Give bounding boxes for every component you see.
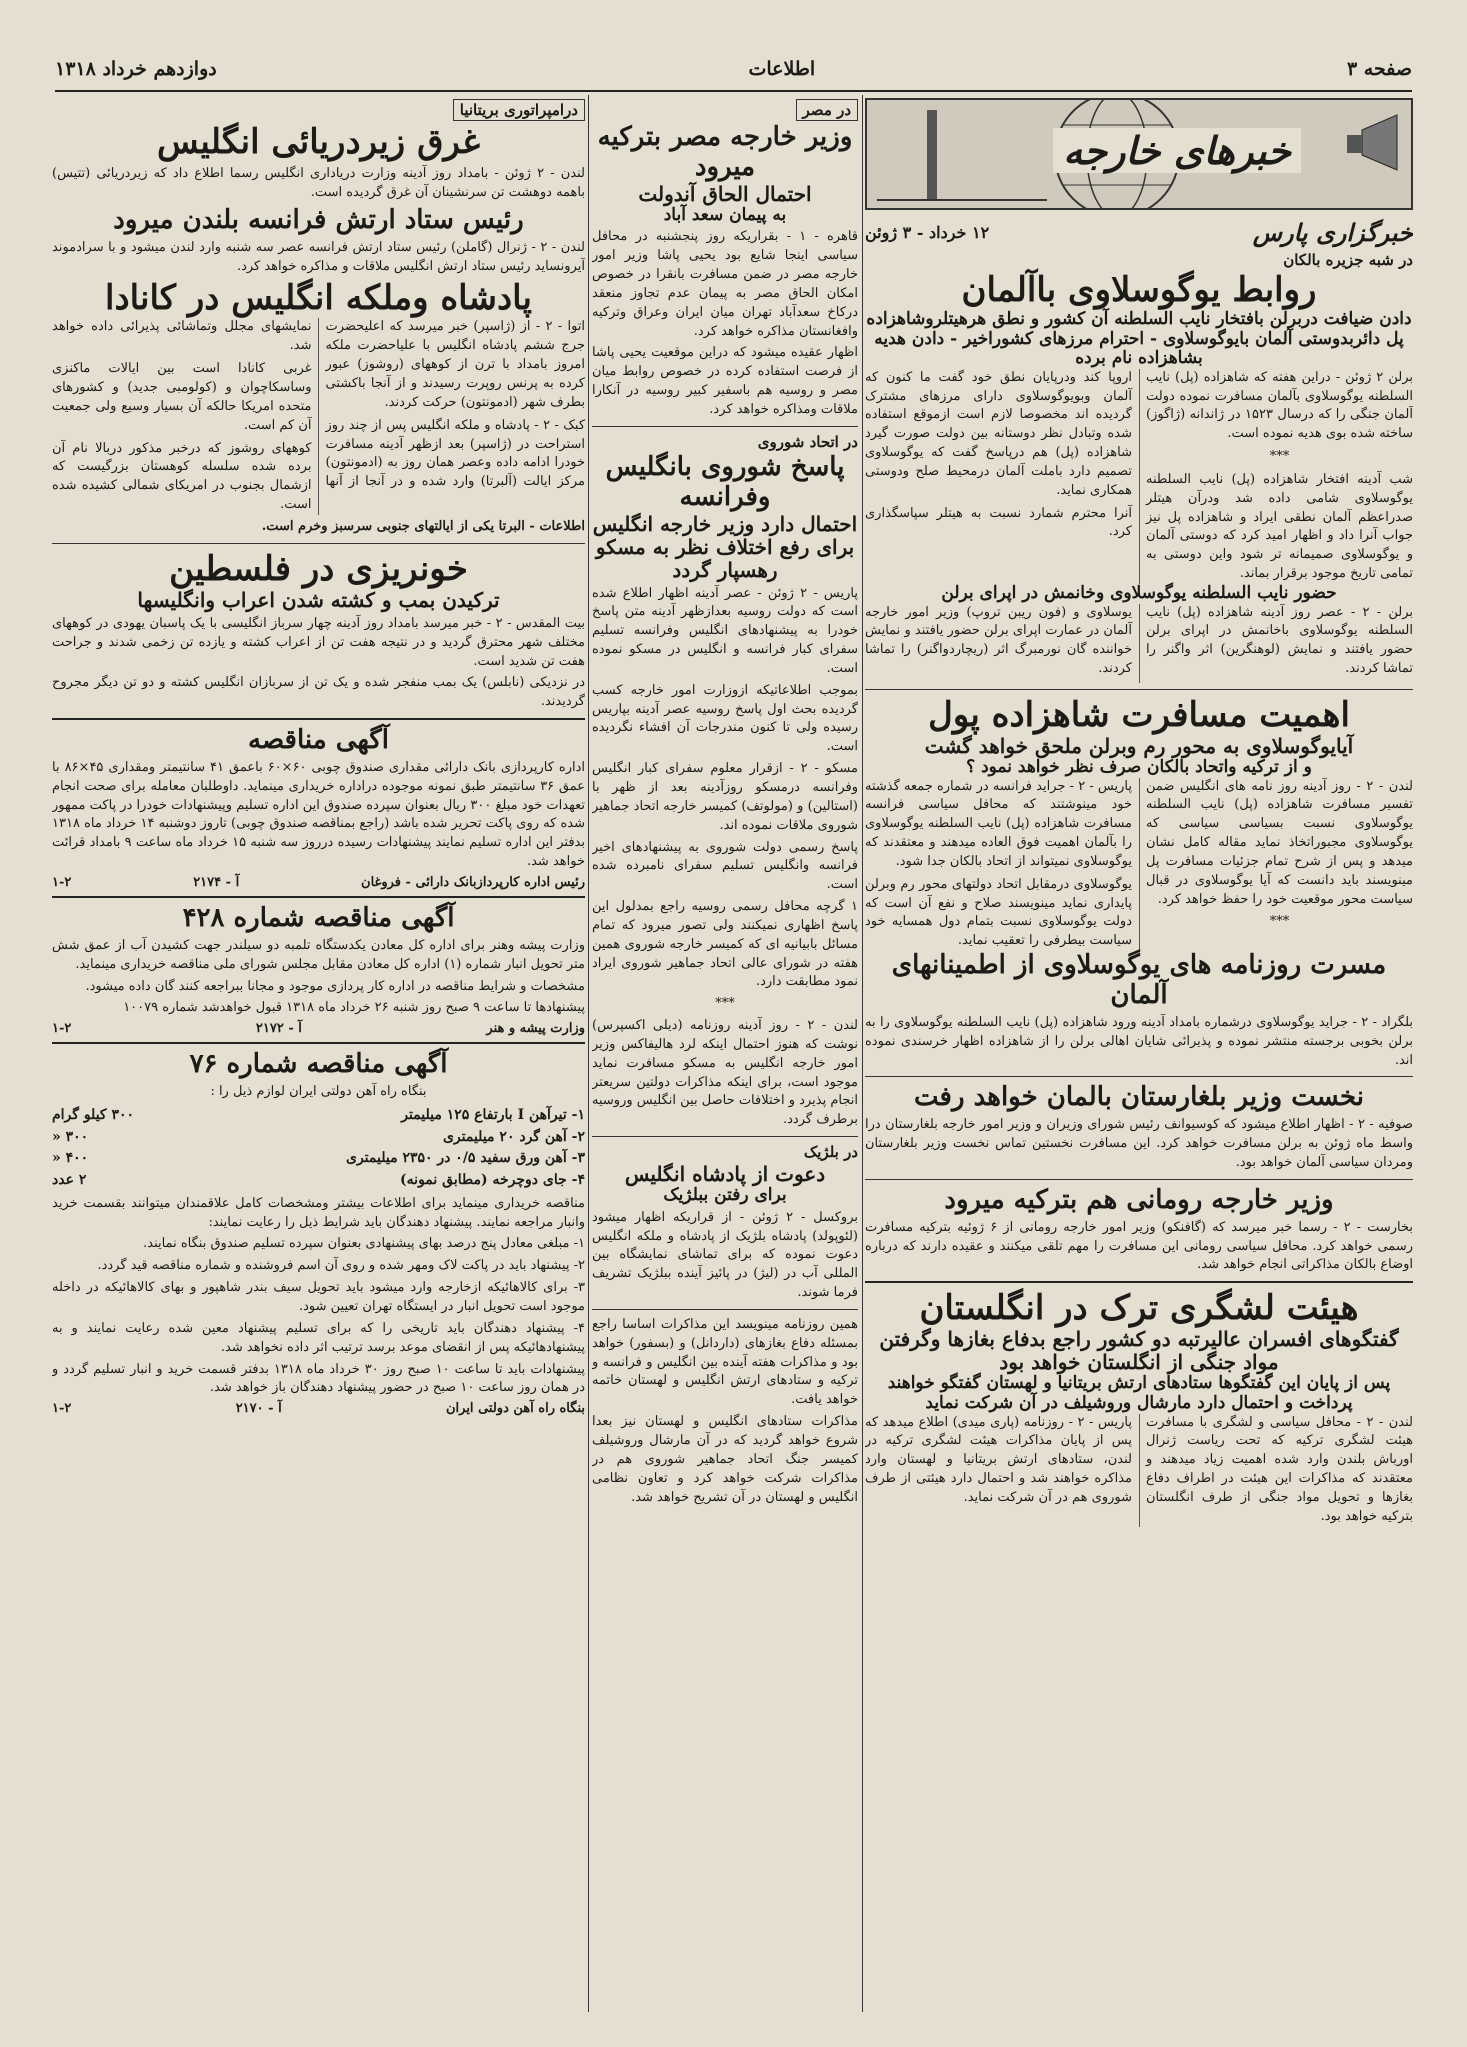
ad-number: ۱-۲ [52,875,72,890]
item-desc: ۱- تیرآهن I بارتفاع ۱۲۵ میلیمتر [401,1107,585,1123]
list-item [52,1148,585,1170]
paragraph: همین روزنامه مینویسد این مذاکرات اساسا راجع بمسئله دفاع بغازهای (داردانل) و (بسفور) خواهد بود و مذاکرات هفته آینده بین انگلیس و فرانسه و ترکیه و ستادهای ارتش انگلیس و لهستان خاتمه خواهد یافت. [592,1316,858,1408]
paragraph: کوههای روشوز که درخبر مذکور دربالا نام آن برده شده سلسله کوهستان بزرگیست که ازشمال بجنوب در امریکای شمالی کشیده شده است. [52,440,312,513]
paragraph: پاریس - ۲ - جراید فرانسه در شماره جمعه گذشته خود مینوشتند که محافل سیاسی فرانسه مسافرت شاهزاده (پل) نایب السلطنه یوگوسلاوی را بآلمان اهمیت فوق العاده میدهند و معتقدند که یوگوسلاوی نمیتواند از اتحاد بالکان جدا شود. [865,778,1132,869]
paragraph: بلگراد - ۲ - جراید یوگوسلاوی درشماره بامداد آدینه ورود شاهزاده (پل) نایب السلطنه یوگوسلاوی را به برلن بخوبی برجسته منتشر نموده و پذیرائی شایان اهالی برلن را از شاهزاده اظهار خرسندی نموده اند. [865,1014,1413,1068]
subheadline: پس از پایان این گفتگوها ستادهای ارتش بریتانیا و لهستان گفتگو خواهند پرداخت و احتمال دارد مارشال وروشیلف در آن شرکت نماید [887,1373,1391,1413]
item-list [52,1105,585,1192]
agency-row [865,218,1413,247]
paragraph: بنگاه راه آهن دولتی ایران لوازم ذیل را : [210,1084,427,1100]
item-qty: ۳۰۰ « [52,1128,89,1145]
ad-code: آ - ۲۱۷۰ [235,1401,282,1417]
paragraph: پیشنهادات باید تا ساعت ۱۰ صبح روز ۳۰ خرداد ماه ۱۳۱۸ بدفتر قسمت خرید و انبار تسلیم گردد و در همان روز ساعت ۱۰ صبح در حضور پیشنهاد دهندگان باز خواهد شد. [52,1361,585,1396]
ad-signature [52,1021,585,1036]
paragraph: پاسخ رسمی دولت شوروی به پیشنهادهای اخیر فرانسه وانگلیس تسلیم سفرای نامبرده شده است. [592,839,858,893]
ad-number: ۱-۲ [52,1021,72,1037]
headline: وزیر خارجه مصر بترکیه میرود [597,122,853,182]
article-body [52,318,585,514]
paragraph: لندن - ۲ - روز آدینه روزنامه (دیلی اکسپرس) نوشت که هنوز احتمال اینکه لرد هالیفاکس وزیر امور خارجه انگلیس به مسکو مسافرت نماید موجود است، برای اینکه مذاکرات دولتین سریعتر انجام پذیرد و اختلافات حاصل بین انگلیس وروسیه برطرف گردد. [592,1018,858,1128]
header-rule [55,90,1412,92]
headline: مسرت روزنامه های یوگوسلاوی از اطمینانهای آلمان [891,950,1387,1011]
subheadline: احتمال دارد وزیر خارجه انگلیس برای رفع اختلاف نظر به مسکو رهسپار گردد [592,511,858,582]
paragraph: پاریس - ۲ ژوئن - عصر آدینه اظهار اطلاع شده است که دولت روسیه بعدازظهر آدینه متن پاسخ خودرا به پیشنهادهای انگلیس وفرانسه تسلیم سفرای کبار فرانسه و انگلیس در مسکو نموده است. [592,585,858,676]
paragraph: در نزدیکی (نابلس) یک بمب منفجر شده و یک تن از سربازان انگلیس کشته و دو تن دیگر مجروح گردیدند. [52,675,585,710]
paragraph: مشخصات و شرایط مناقصه در اداره کار پردازی موجود و مجانا ببراجعه کنند گان داده میشود. [85,978,585,994]
right-column [865,98,1413,1527]
paragraph: ۳- برای کالاهائیکه ازخارجه وارد میشود باید تحویل سیف بندر شاهپور و بهای کالاهائیکه در داخله موجود است تحویل انبار در ایستگاه تهران تعیین شود. [52,1280,585,1314]
headline: غرق زیردریائی انگلیس [157,122,480,162]
subheadline: دادن ضیافت دربرلن بافتخار نایب السلطنه آن کشور و نطق هرهیتلروشاهزاده پل دائربدوستی آلمان بایوگوسلاوی - احترام مرزهای کشوراخیر - دادن هدیه بشاهزاده نام برده [866,309,1412,369]
article-body: لندن - ۲ - روز آدینه روز نامه های انگلیس ضمن تفسیر مسافرت شاهزاده (پل) نایب السلطنه یوگوسلاوی نسبت بسیاسی سیاسی که یوگوسلاوی مجبوراتخاذ نماید مقاله کامل نشان میدهد و پس از شرح تمام جزئیات مسافرت پل مینویسند باید دانست که آیا یوگوسلاوی در قبال سیاست محور موقعیت خود را حفظ خواهد کرد. *** پاریس - ۲ - جراید فرانسه در شماره جمعه گذشته خود مینوشتند که محافل سیاسی فرانسه مسافرت شاهزاده (پل) نایب السلطنه یوگوسلاوی را بآلمان اهمیت فوق العاده میدهند و معتقدند که یوگوسلاوی نمیتواند از اتحاد بالکان جدا شود. یوگوسلاوی درمقابل اتحاد دولتهای محور رم وبرلن پایداری نماید مینویسند صلاح و نفع آن است که دولت یوگوسلاوی نسبت بتمام دول همسایه خود سیاست بیطرفی را تعقیب نماید. [865,778,1413,952]
section-tag: در شبه جزیره بالکان [1283,251,1413,269]
headline: حضور نایب السلطنه یوگوسلاوی وخانمش در اپرای برلن [941,583,1337,604]
paragraph: برلن ۲ ژوئن - دراین هفته که شاهزاده (پل) نایب السلطنه یوگوسلاوی بآلمان مسافرت نموده دولت آلمان جنگی را که درسال ۱۵۲۳ در ژاندانه (ژاگوز) ساخته شده بوی هدیه نموده است. [1146,369,1413,442]
left-column [52,95,585,1419]
dateline: ۱۲ خرداد - ۳ ژوئن [865,223,990,242]
paragraph: یوگوسلاوی درمقابل اتحاد دولتهای محور رم وبرلن پایداری نماید مینویسند صلاح و نفع آن است که دولت یوگوسلاوی نسبت بتمام دول همسایه خود سیاست بیطرفی را تعقیب نماید. [865,876,1132,949]
ad-title: آگهی مناقصه شماره ۴۲۸ [182,903,455,933]
paragraph: بخارست - ۲ - رسما خبر میرسد که (گافنکو) وزیر امور خارجه رومانی از ۶ ژوئیه بترکیه مسافرت رسمی خواهد کرد. محافل سیاسی رومانی این مسافرت را مهم تلقی میکنند و عقیده دارند که درباره اوضاع بالکان مذاکراتی انجام خواهد شد. [865,1219,1413,1273]
banner-title: خبرهای خارجه [1053,128,1301,173]
paragraph: شب آدینه افتخار شاهزاده (پل) نایب السلطنه یوگوسلاوی شامی داده شد ودرآن هیتلر صدراعظم آلمان نطقی ایراد و شاهزاده پل نیز جواب آنرا داد و اظهار امید کرد که دوستی آلمان و یوگوسلاوی صمیمانه تر شود واین دوستی به تمامی تاریخ موجود برقرار بماند. [1146,471,1413,582]
item-qty: ۳۰۰ کیلو گرام [52,1107,135,1123]
list-item [52,1127,585,1149]
headline: پادشاه وملکه انگلیس در کانادا [105,278,532,319]
item-desc: ۲- آهن گرد ۲۰ میلیمتری [442,1128,585,1145]
news-agency: خبرگزاری پارس [1252,218,1413,247]
paragraph: کبک - ۲ - پادشاه و ملکه انگلیس پس از چند روز استراحت در (ژاسپر) بعد ازظهر آدینه مسافرت خودرا ادامه داده وعصر همان روز به (ادمونتون) مرکز ایالت (آلبرتا) وارد شده و در آنجا از آنها نمایشهای مجلل وتماشائی پذیرائی داده خواهد شد. [52,319,585,490]
list-item [52,1170,585,1192]
ad-code: آ - ۲۱۷۴ [193,875,240,890]
headline: نخست وزیر بلغارستان بالمان خواهد رفت [914,1082,1364,1113]
headline: اهمیت مسافرت شاهزاده پول [928,694,1350,735]
signature-name: رئیس اداره کارپردازبانک دارائی - فروغان [361,875,585,890]
footnote: اطلاعات - البرتا یکی از ایالتهای جنوبی سرسبز وخرم است. [261,518,585,534]
paragraph: مسکو - ۲ - ازقرار معلوم سفرای کبار انگلیس وفرانسه درمسکو روزآدینه بعد از ظهر با (استالین) و (مولوتف) کمیسر خارجه اتحاد جماهیر شوروی ملاقات نموده اند. [592,761,858,833]
section-tag: در اتحاد شوروی [757,432,858,451]
section-tag: در مصر [796,99,858,121]
headline: هیئت لشگری ترک در انگلستان [919,1288,1359,1329]
ad-signature [52,1401,585,1416]
column-divider [588,95,589,2012]
paragraph: اداره کارپردازی بانک دارائی مقداری صندوق چوبی ۶۰×۶۰ باعمق ۴۱ سانتیمتر ومقداری ۴۵×۸۶ با عمق ۳۶ سانتیمتر طبق نمونه موجوده دراداره خریداری مینماید. داوطلبان معامله برای صحت انجام تعهدات خود مبلغ ۳۰۰ ریال بعنوان سپرده صندوق این اداره تسلیم وپیشنهادات خودرا در پاکت ممهور شده که روی پاکت تحریر شده باشد (راجع بمناقصه صندوق چوبی) تاروز دوشنبه ۱۴ خرداد ماه ۱۳۱۸ بدفتر این اداره تسلیم نمایند پیشنهادات رسیده درروز سه شنبه ۱۵ خرداد ماه ساعت ۹ بامداد قرائت خواهد شد. [52,759,585,870]
paragraph: بموجب اطلاعاتیکه ازوزارت امور خارجه کسب گردیده بحث اول پاسخ روسیه عصر آدینه بپاریس رسیده ولی تا کنون مندرجات آن افشاء نگردیده است. [592,682,858,755]
paragraph: اتوا - ۲ - از (ژاسپر) خبر میرسد که اعلیحضرت جرج ششم پادشاه انگلیس با علیاحضرت ملکه امروز بامداد با ترن از کوههای (روشوز) عبور کرده به پرنس روپرت رسیدند و از آنجا باکشتی بطرف شهر (ادمونتون) حرکت کردند. [325,319,585,410]
section-tag: درامپراتوری بریتانیا [453,99,585,121]
headline: دعوت از پادشاه انگلیس [624,1162,826,1187]
item-desc: ۴- جای دوچرخه (مطابق نمونه) [400,1172,585,1189]
paragraph: پیشنهادها تا ساعت ۹ صبح روز شنبه ۲۶ خرداد ماه ۱۳۱۸ قبول خواهدشد شماره ۱۰۰۷۹ [123,1000,585,1016]
paragraph: قاهره - ۱ - بقراریکه روز پنجشنبه در محافل سیاسی اینجا شایع بود یحیی پاشا وزیر امور خارجه مصر در ضمن مسافرت بانقرا در خصوص امکان الحاق مصر به پیمان عدم تجاوز منعقد درکاخ سعدآباد تهران میان ایران وعراق وترکیه وافغانستان مذاکره خواهد کرد. [592,229,858,339]
paragraph: لندن - ۲ - محافل سیاسی و لشگری با مسافرت هیئت لشگری ترکیه که تحت ریاست ژنرال اورباش بلندن وارد شده اهمیت زیاد میدهند و معتقدند که مذاکرات این هیئت در اطراف دفاع بغازها و تحویل مواد جنگی از طرف انگلستان بترکیه خواهد بود. [1146,1414,1413,1524]
subheadline: احتمال الحاق آندولت [638,181,812,206]
subheadline: آیایوگوسلاوی به محور رم وبرلن ملحق خواهد گشت [924,734,1354,759]
masthead-bar [55,52,1412,86]
paper-name: اطلاعات [748,58,816,80]
paragraph: لندن - ۲ - ژنرال (گاملن) رئیس ستاد ارتش فرانسه عصر سه شنبه وارد لندن میشود و با سرادموند آیرونساید رئیس ستاد ارتش انگلیس ملاقات و مذاکره خواهد کرد. [52,239,585,274]
signature-name: وزارت پیشه و هنر [486,1021,585,1037]
paragraph: اظهار عقیده میشود که دراین موقعیت یحیی پاشا از فرصت استفاده کرده در خصوص روابط میان مصر و روسیه هم باسفیر کبیر روسیه در آنکارا ملاقات ومذاکره خواهد کرد. [592,345,858,417]
paragraph: بروکسل - ۲ ژوئن - از قراریکه اظهار میشود (لئوپولد) پادشاه بلژیک از پادشاه و ملکه انگلیس دعوت نموده که برای تماشای نمایشگاه بین المللی آب در (لیژ) در پائیز آینده ببلژیک تشریف فرما شوند. [592,1209,858,1301]
ad-number: ۱-۲ [52,1401,72,1417]
subheadline: ترکیدن بمب و کشته شدن اعراب وانگلیسها [137,587,500,612]
column-divider [862,95,863,2012]
paragraph: ۴- پیشنهاد دهندگان باید تاریخی را که برای تسلیم پیشنهاد معین شده رعایت نمایند و به پیشنهادهائیکه پس از انقضای موعد برسد ترتیب اثر داده نخواهد شد. [52,1320,585,1355]
paragraph: پاریس - ۲ - روزنامه (پاری میدی) اطلاع میدهد که پس از پایان مذاکرات هیئت لشگری ترکیه در لندن، ستادهای ارتش بریتانیا و لهستان وارد مذاکره خواهند شد و احتمال دارد هیئتی از طرف شوروی هم در آن شرکت نماید. [865,1414,1132,1505]
paragraph: صوفیه - ۲ - اظهار اطلاع میشود که کوسیوانف رئیس شورای وزیران و وزیر امور خارجه بلغارستان درا واسط ماه ژوئن به برلن مسافرت خواهد کرد. این مسافرت نخستین تماس نخست وزیر بلغارستان ومردان سیاسی آلمان خواهد بود. [865,1117,1413,1171]
paragraph: یوسلاوی و (فون ریبن تروپ) وزیر امور خارجه آلمان در عمارت اپرای برلن حضور یافتند و نمایش خواننده گان نورمبرگ اثر (ریچاردواگنر) را تماشا کردند. [865,604,1132,677]
paragraph: آنرا محترم شمارد نسبت به هیتلر سپاسگذاری کرد. [865,505,1132,540]
item-desc: ۳- آهن ورق سفید ۰/۵ در ۲۳۵۰ میلیمتری [346,1150,585,1167]
headline: خونریزی در فلسطین [169,548,468,589]
article-body [865,604,1413,683]
ad-code: آ - ۲۱۷۲ [255,1021,302,1037]
ad-title: آگهی مناقصه [248,725,389,756]
paragraph: ۱- مبلغی معادل پنج درصد بهای پیشنهادی بعنوان سپرده تسلیم صندوق بنگاه نمایند. [143,1236,585,1252]
subheadline: برای رفتن ببلژیک [663,1185,787,1206]
paragraph: مذاکرات ستادهای انگلیس و لهستان نیز بعدا شروع خواهد گردید که در آن مارشال وروشیلف کمیسر جنگ اتحاد جماهیر شوروی هم در مذاکرات شرکت خواهد کرد و تعاون نظامی انگلیس و لهستان در آن تشریح خواهد شد. [592,1414,858,1505]
paragraph: غربی کانادا است بین ایالات ماکنزی وساسکاچوان و (کولومبی جدید) و کشورهای متحده امریکا حالکه آن بسیار وسیع ولی جمعیت آن کم است. [52,361,312,433]
subheadline: و از ترکیه واتحاد بالکان صرف نظر خواهد نمود ؟ [966,757,1312,778]
headline: وزیر خارجه رومانی هم بترکیه میرود [944,1184,1334,1215]
section-tag: در بلژیک [803,1143,858,1162]
headline: رئیس ستاد ارتش فرانسه بلندن میرود [113,204,524,235]
ad-title: آگهی مناقصه شماره ۷۶ [189,1049,448,1080]
paragraph: لندن - ۲ ژوئن - بامداد روز آدینه وزارت دریاداری انگلیس رسما اطلاع داد که زیردریائی (تتیس) باهمه دوهشت تن سرنشینان آن غرق گردیده است. [52,166,585,200]
list-item [52,1105,585,1127]
paragraph: بیت المقدس - ۲ - خبر میرسد بامداد روز آدینه چهار سرباز انگلیسی با یک پاسبان یهودی در کوههای مختلف شهر محترق گردید و در نتیجه هفت تن از اعراب کشته و یازده تن زخمی شدند و جراحت هفت تن شدید است. [52,615,585,669]
article-body: برلن ۲ ژوئن - دراین هفته که شاهزاده (پل) نایب السلطنه یوگوسلاوی بآلمان مسافرت نموده دولت آلمان جنگی را که درسال ۱۵۲۳ در ژاندانه (ژاگوز) ساخته شده بوی هدیه نموده است. *** شب آدینه افتخار شاهزاده (پل) نایب السلطنه یوگوسلاوی شامی داده شد ودرآن هیتلر صدراعظم آلمان نطقی ایراد و شاهزاده پل نیز جواب آنرا داد و اظهار امید کرد که دوستی آلمان و یوگوسلاوی صمیمانه تر شود واین دوستی به تمامی تاریخ موجود برقرار بماند. اروپا کند ودرپایان نطق خود گفت ما کنون که آلمان وبویوگوسلاوی دارای مرزهای مشترک گردیده اند مخصوصا لازم است ازموقع استفاده شده وتبادل نظر دوستانه بین دولت صورت گیرد شاهزاده (پل) هم درپاسخ گفت که یوگوسلاوی تصمیم دارد باملت آلمان درمحیط صلح ودوستی همکاری نماید. آنرا محترم شمارد نسبت به هیتلر سپاسگذاری کرد. [865,369,1413,584]
paragraph: برلن - ۲ - عصر روز آدینه شاهزاده (پل) نایب السلطنه یوگوسلاوی باخانمش در اپرای برلن حضور یافتند و نمایش (لوهنگرین) اثر واگنر را تماشا کردند. [1146,604,1413,677]
item-qty: ۲ عدد [52,1172,87,1189]
paragraph: ۱ گرچه محافل رسمی روسیه راجع بمدلول این پاسخ اظهاری نمیکنند ولی تصور میرود که تمام مسائل بابیانیه ای که کمیسر خارجه شوروی همین هفته در شورای عالی اتحاد جماهیر شوروی ایراد نمود مطابقت دارد. [592,899,858,990]
paragraph: اروپا کند ودرپایان نطق خود گفت ما کنون که آلمان وبویوگوسلاوی دارای مرزهای مشترک گردیده اند مخصوصا لازم است ازموقع استفاده شده وتبادل نظر دوستانه بین دولت صورت گیرد شاهزاده (پل) هم درپاسخ گفت که یوگوسلاوی تصمیم دارد باملت آلمان درمحیط صلح ودوستی همکاری نماید. [865,369,1132,498]
middle-column: در مصر وزیر خارجه مصر بترکیه میرود احتمال الحاق آندولت به پیمان سعد آباد قاهره - ۱ - بقراریکه روز پنجشنبه در محافل سیاسی اینجا شایع بود یحیی پاشا وزیر امور خارجه مصر در ضمن مسافرت بانقرا در خصوص امکان الحاق مصر به پیمان عدم تجاوز منعقد درکاخ سعدآباد تهران میان ایران وعراق وترکیه وافغانستان مذاکره خواهد کرد. اظهار عقیده میشود که دراین موقعیت یحیی پاشا از فرصت استفاده کرده در خصوص روابط میان مصر و روسیه هم باسفیر کبیر روسیه در آنکارا ملاقات ومذاکره خواهد کرد. در اتحاد شوروی پاسخ شوروی بانگلیس وفرانسه احتمال دارد وزیر خارجه انگلیس برای رفع اختلاف نظر به مسکو رهسپار گردد پاریس - ۲ ژوئن - عصر آدینه اظهار اطلاع شده است که دولت روسیه بعدازظهر آدینه متن پاسخ خودرا به پیشنهادهای انگلیس وفرانسه تسلیم سفرای کبار فرانسه و انگلیس در مسکو نموده است. بموجب اطلاعاتیکه ازوزارت امور خارجه کسب گردیده بحث اول پاسخ روسیه عصر آدینه بپاریس رسیده ولی تا کنون مندرجات آن افشاء نگردیده است. مسکو - ۲ - ازقرار معلوم سفرای کبار انگلیس وفرانسه درمسکو روزآدینه بعد از ظهر با (استالین) و (مولوتف) کمیسر خارجه اتحاد جماهیر شوروی ملاقات نموده اند. پاسخ رسمی دولت شوروی به پیشنهادهای اخیر فرانسه وانگلیس تسلیم سفرای نامبرده شده است. ۱ گرچه محافل رسمی روسیه راجع بمدلول این پاسخ اظهاری نمیکنند ولی تصور میرود که تمام مسائل بابیانیه ای که کمیسر خارجه شوروی همین هفته در شورای عالی اتحاد جماهیر شوروی ایراد نمود مطابقت دارد. *** لندن - ۲ - روز آدینه روزنامه (دیلی اکسپرس) نوشت که هنوز احتمال اینکه لرد هالیفاکس وزیر امور خارجه انگلیس به مسکو مسافرت نماید موجود است، برای اینکه مذاکرات دولتین سریعتر انجام پذیرد و اختلافات حاصل بین انگلیس وروسیه برطرف گردد. در بلژیک دعوت از پادشاه انگلیس برای رفتن ببلژیک بروکسل - ۲ ژوئن - از قراریکه اظهار میشود (لئوپولد) پادشاه بلژیک از پادشاه و ملکه انگلیس دعوت نموده که برای تماشای نمایشگاه بین المللی آب در (لیژ) در پائیز آینده ببلژیک تشریف فرما شوند. همین روزنامه مینویسد این مذاکرات اساسا راجع بمسئله دفاع بغازهای (داردانل) و (بسفور) خواهد بود و مذاکرات هفته آینده بین انگلیس و فرانسه و ترکیه و ستادهای ارتش انگلیس و لهستان خاتمه خواهد یافت. مذاکرات ستادهای انگلیس و لهستان نیز بعدا شروع خواهد گردید که در آن مارشال وروشیلف کمیسر جنگ اتحاد جماهیر شوروی هم در مذاکرات شرکت خواهد کرد و تعاون نظامی انگلیس و لهستان در آن تشریح خواهد شد. [592,95,858,1510]
headline: روابط یوگوسلاوی باآلمان [961,270,1317,310]
ad-signature [52,875,585,890]
signature-name: بنگاه راه آهن دولتی ایران [445,1401,585,1417]
foreign-news-banner [865,98,1413,210]
paragraph: ۲- پیشنهاد باید در پاکت لاک ومهر شده و روی آن اسم فروشنده و شماره مناقصه قید گردد. [97,1258,585,1274]
subheadline: گفتگوهای افسران عالیرتبه دو کشور راجع بدفاع بغازها وگرفتن مواد جنگی از انگلستان خواهد بود [879,1327,1399,1375]
issue-date: دوازدهم خرداد ۱۳۱۸ [55,58,217,80]
article-body [865,1414,1413,1527]
paragraph: وزارت پیشه وهنر برای اداره کل معادن یکدستگاه تلمبه دو سیلندر جهت کشیدن آب از عمق شش متر تحویل انبار شماره (۱) اداره کل معادن مقابل مجلس شورای ملی مناقصه خریداری مینماید. [52,937,585,972]
paragraph: لندن - ۲ - روز آدینه روز نامه های انگلیس ضمن تفسیر مسافرت شاهزاده (پل) نایب السلطنه یوگوسلاوی نسبت بسیاسی سیاسی که یوگوسلاوی مجبوراتخاذ نماید مقاله کامل نشان میدهد و پس از شرح تمام جزئیات مسافرت پل مینویسند باید دانست که آیا یوگوسلاوی در قبال سیاست محور موقعیت خود را حفظ خواهد کرد. [1146,778,1413,907]
headline: پاسخ شوروی بانگلیس وفرانسه [605,451,845,512]
page-number: صفحه ۳ [1346,58,1412,80]
subheadline: به پیمان سعد آباد [663,204,787,225]
item-qty: ۴۰۰ « [52,1150,89,1167]
paragraph: مناقصه خریداری مینماید برای اطلاعات بیشتر ومشخصات کامل علاقمندان میتوانند بقسمت خرید وانبار مراجعه نمایند. پیشنهاد دهندگان باید شرایط ذیل را رعایت نمایند: [52,1195,585,1230]
